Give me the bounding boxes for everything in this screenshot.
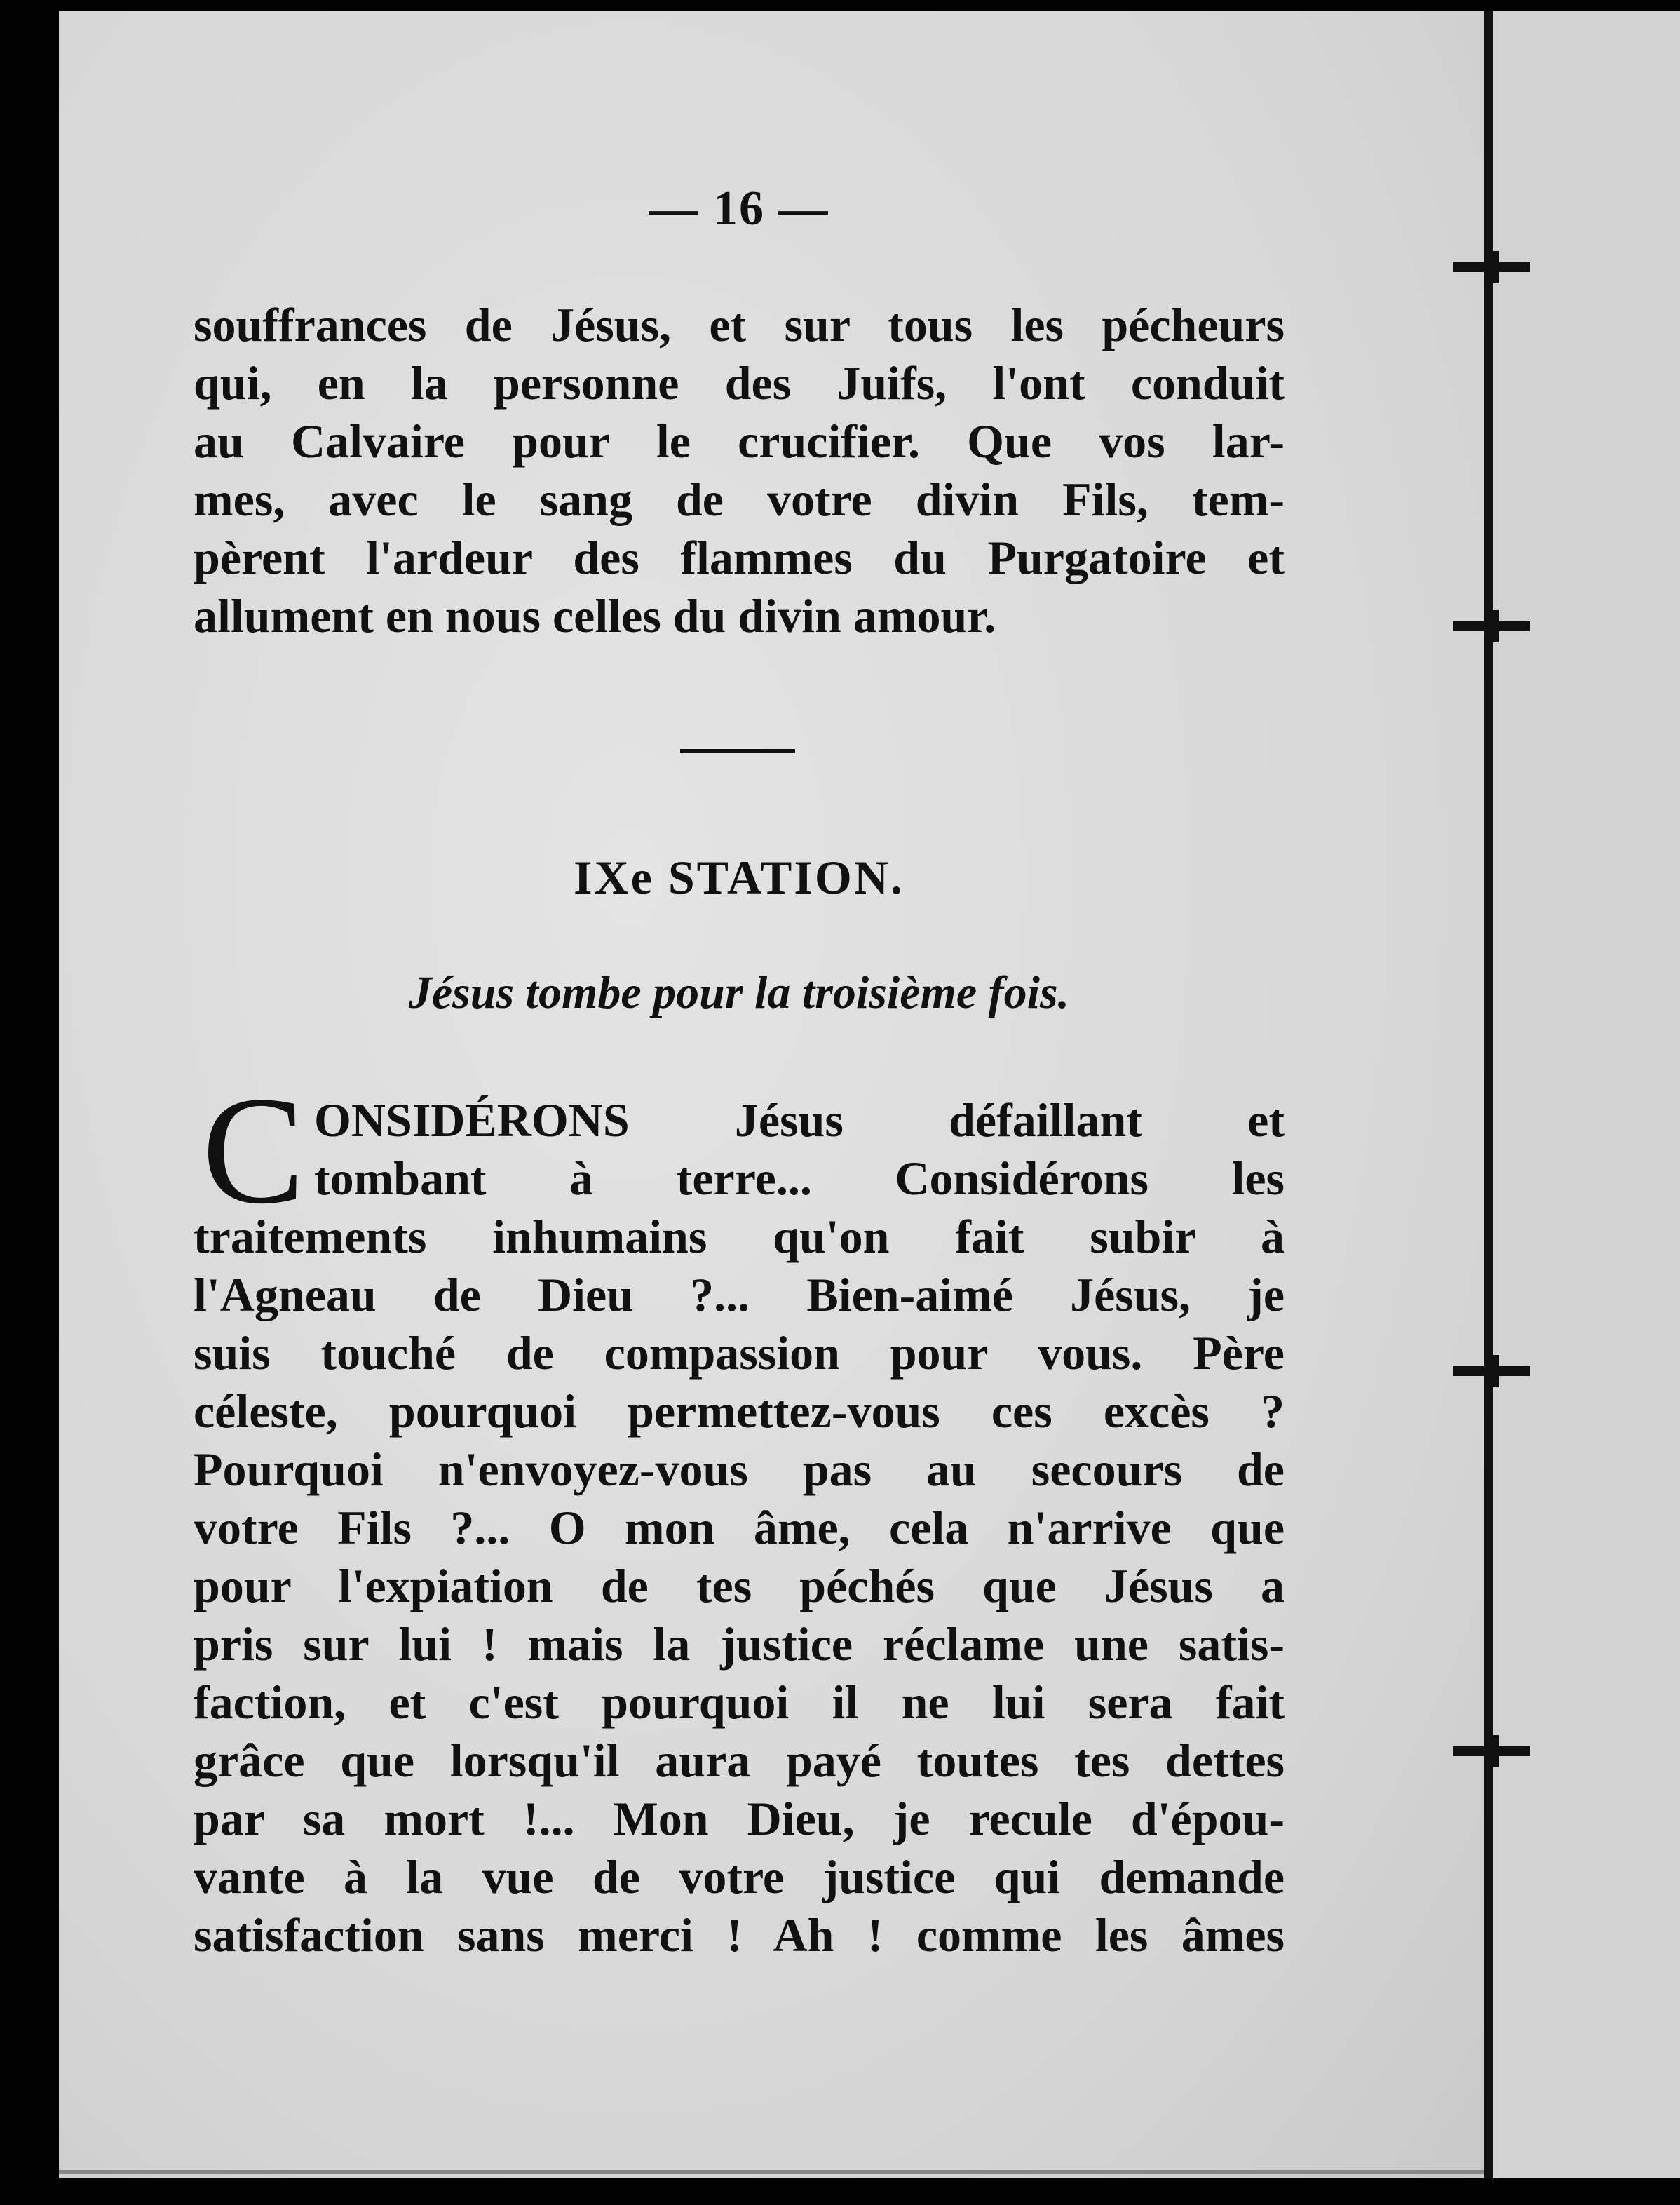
adjacent-page xyxy=(1493,11,1680,2178)
text-line: votre Fils ?... O mon âme, cela n'arrive que xyxy=(194,1501,1285,1554)
text-line: par sa mort !... Mon Dieu, je recule d'épou- xyxy=(194,1792,1285,1845)
text-line: pour l'expiation de tes péchés que Jésus a xyxy=(194,1559,1285,1612)
station-paragraph xyxy=(194,1091,1285,1964)
text-line: céleste, pourquoi permettez-vous ces excès ? xyxy=(194,1384,1285,1438)
text-line: au Calvaire pour le crucifier. Que vos lar- xyxy=(194,414,1285,468)
binding-stitch xyxy=(1453,1746,1530,1756)
text-line: suis touché de compassion pour vous. Père xyxy=(194,1326,1285,1380)
section-divider xyxy=(680,749,795,753)
text-line: pèrent l'ardeur des flammes du Purgatoire et xyxy=(194,531,1285,584)
text-line: ONSIDÉRONS Jésus défaillant et xyxy=(314,1093,1285,1147)
text-line: vante à la vue de votre justice qui demande xyxy=(194,1850,1285,1903)
text-line: pris sur lui ! mais la justice réclame une satis- xyxy=(194,1617,1285,1671)
drop-cap: C xyxy=(202,1065,305,1236)
station-subtitle: Jésus tombe pour la troisième fois. xyxy=(408,967,1070,1018)
page-number: — 16 — xyxy=(649,182,829,236)
binding-gutter xyxy=(1484,11,1493,2178)
binding-stitch xyxy=(1453,1366,1530,1376)
text-line: allument en nous celles du divin amour. xyxy=(194,589,996,642)
station-title: IXe STATION. xyxy=(574,851,905,904)
text-line: grâce que lorsqu'il aura payé toutes tes dettes xyxy=(194,1734,1285,1787)
text-line: mes, avec le sang de votre divin Fils, tem- xyxy=(194,473,1285,526)
text-line: l'Agneau de Dieu ?... Bien-aimé Jésus, je xyxy=(194,1268,1285,1321)
binding-stitch xyxy=(1453,262,1530,272)
text-line: tombant à terre... Considérons les xyxy=(314,1152,1285,1205)
intro-paragraph xyxy=(194,296,1285,645)
page-edge xyxy=(59,2170,1672,2174)
binding-stitch xyxy=(1453,621,1530,631)
text-line: traitements inhumains qu'on fait subir à xyxy=(194,1210,1285,1263)
text-line: Pourquoi n'envoyez-vous pas au secours de xyxy=(194,1443,1285,1496)
text-line: satisfaction sans merci ! Ah ! comme les âmes xyxy=(194,1908,1285,1962)
text-line: souffrances de Jésus, et sur tous les pécheurs xyxy=(194,298,1285,351)
text-line: qui, en la personne des Juifs, l'ont conduit xyxy=(194,356,1285,410)
text-line: faction, et c'est pourquoi il ne lui sera fait xyxy=(194,1675,1285,1729)
